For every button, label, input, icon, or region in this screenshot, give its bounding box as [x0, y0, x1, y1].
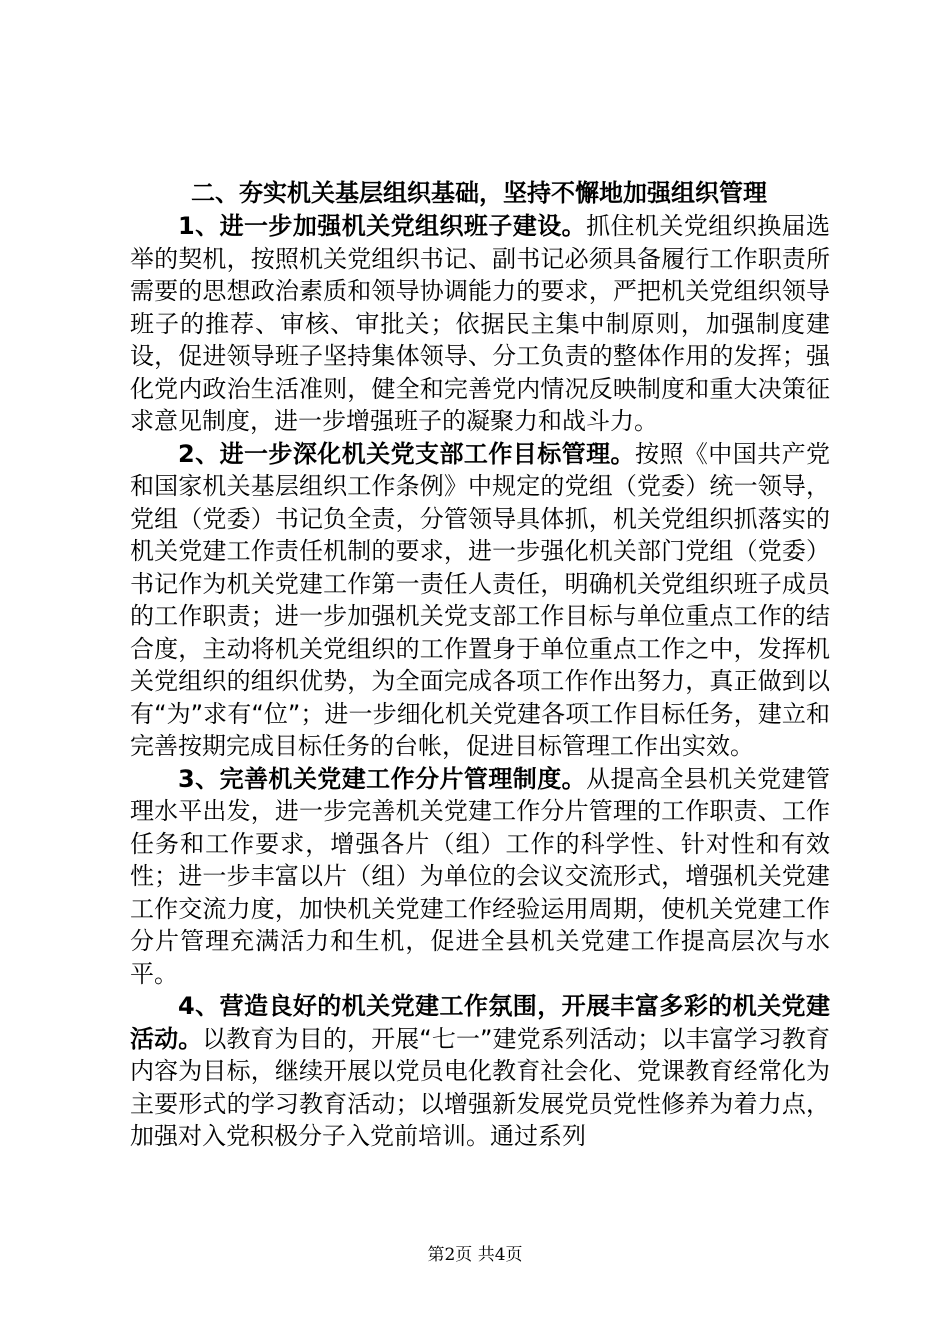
paragraph-4-body: 以教育为目的，开展“七一”建党系列活动；以丰富学习教育内容为目标，继续开展以党员电化教育社会化、党课教育经常化为主要形式的学习教育活动；以增强新发展党员党性修养为着力点，加强对入党积极分子入党前培训。通过系列 [130, 1024, 830, 1150]
body-text [130, 210, 830, 1153]
paragraph-2 [130, 438, 830, 763]
page-footer: 第2页 共4页 [427, 1245, 523, 1265]
paragraph-4-lead: 4、营造良好的机关党建工作氛围，开展丰富多彩的机关党建活动。 [130, 992, 830, 1053]
paragraph-3-lead: 3、完善机关党建工作分片管理制度。 [178, 764, 587, 793]
paragraph-1-body: 抓住机关党组织换届选举的契机，按照机关党组织书记、副书记必须具备履行工作职责所需要的思想政治素质和领导协调能力的要求，严把机关党组织领导班子的推荐、审核、审批关；依据民主集中制原则，加强制度建设，促进领导班子坚持集体领导、分工负责的整体作用的发挥；强化党内政治生活准则，健全和完善党内情况反映制度和重大决策征求意见制度，进一步增强班子的凝聚力和战斗力。 [130, 212, 831, 435]
paragraph-2-lead: 2、进一步深化机关党支部工作目标管理。 [178, 439, 635, 468]
paragraph-3 [130, 763, 830, 991]
paragraph-3-body: 从提高全县机关党建管理水平出发，进一步完善机关党建工作分片管理的工作职责、工作任务和工作要求，增强各片（组）工作的科学性、针对性和有效性；进一步丰富以片（组）为单位的会议交流形式，增强机关党建工作交流力度，加快机关党建工作经验运用周期，使机关党建工作分片管理充满活力和生机，促进全县机关党建工作提高层次与水平。 [130, 764, 831, 988]
paragraph-2-body: 按照《中国共产党和国家机关基层组织工作条例》中规定的党组（党委）统一领导，党组（党委）书记负全责，分管领导具体抓，机关党组织抓落实的机关党建工作责任机制的要求，进一步强化机关部门党组（党委）书记作为机关党建工作第一责任人责任，明确机关党组织班子成员的工作职责；进一步加强机关党支部工作目标与单位重点工作的结合度，主动将机关党组织的工作置身于单位重点工作之中，发挥机关党组织的组织优势，为全面完成各项工作作出努力，真正做到以有“为”求有“位”；进一步细化机关党建各项工作目标任务，建立和完善按期完成目标任务的台帐，促进目标管理工作出实效。 [130, 439, 831, 760]
paragraph-1-lead: 1、进一步加强机关党组织班子建设。 [178, 212, 587, 240]
paragraph-1 [130, 210, 830, 438]
section-heading: 二、夯实机关基层组织基础，坚持不懈地加强组织管理 [191, 179, 767, 207]
paragraph-4 [130, 990, 830, 1153]
